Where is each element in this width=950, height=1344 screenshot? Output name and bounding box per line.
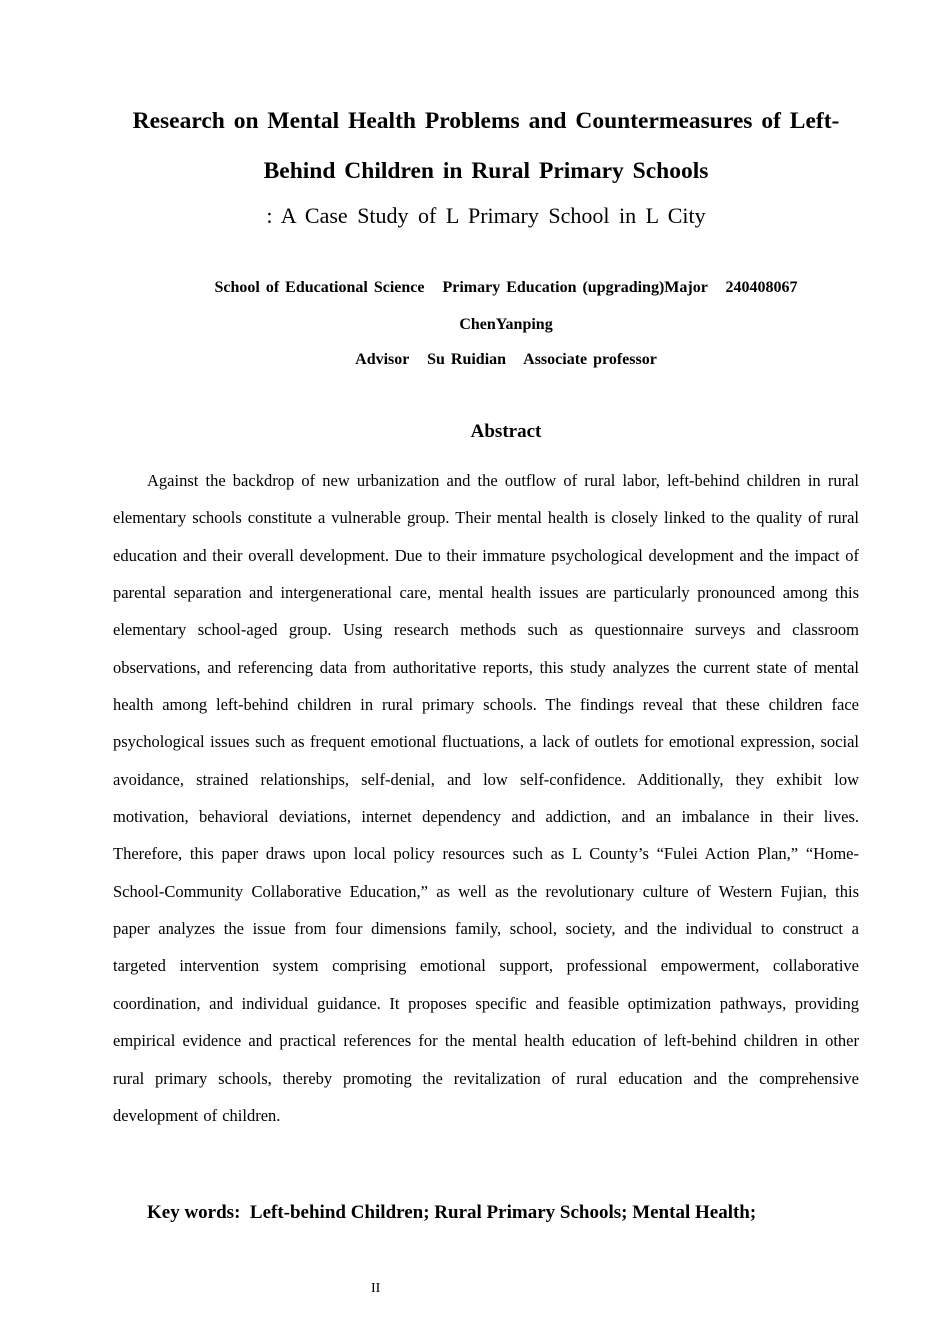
school-major-id-line: School of Educational Science Primary Education (upgrading)Major 240408067 [214,279,798,296]
title-line-1: Research on Mental Health Problems and Countermeasures of Left- [132,108,840,134]
paper-subtitle: : A Case Study of L Primary School in L City [266,203,706,228]
keywords: Key words: Left-behind Children; Rural Primary Schools; Mental Health; [147,1202,757,1223]
abstract-body: Against the backdrop of new urbanization and the outflow of rural labor, left-behind children in rural elementary schools constitute a vulnerable group. Their mental health is closely linked to the quality of rural education and their overall development. Due to their immature psychological development and the impact of parental separation and intergenerational care, mental health issues are particularly pronounced among this elementary school-aged group. Using research methods such as questionnaire surveys and classroom observations, and referencing data from authoritative reports, this study analyzes the current state of mental health among left-behind children in rural primary schools. The findings reveal that these children face psychological issues such as frequent emotional fluctuations, a lack of outlets for emotional expression, social avoidance, strained relationships, self-denial, and low self-confidence. Additionally, they exhibit low motivation, behavioral deviations, internet dependency and addiction, and an imbalance in their lives. Therefore, this paper draws upon local policy resources such as L County’s “Fulei Action Plan,” “Home-School-Community Collaborative Education,” as well as the revolutionary culture of Western Fujian, this paper analyzes the issue from four dimensions family, school, society, and the individual to construct a targeted intervention system comprising emotional support, professional empowerment, collaborative coordination, and individual guidance. It proposes specific and feasible optimization pathways, providing empirical evidence and practical references for the mental health education of left-behind children in other rural primary schools, thereby promoting the revitalization of rural education and the comprehensive development of children. [113,471,859,1125]
author-name: ChenYanping [459,316,553,333]
page-number: II [371,1281,381,1296]
paper-title [113,96,859,196]
abstract-heading: Abstract [470,421,542,442]
advisor-line: Advisor Su Ruidian Associate professor [355,351,657,368]
title-line-2: Behind Children in Rural Primary Schools [263,158,709,184]
